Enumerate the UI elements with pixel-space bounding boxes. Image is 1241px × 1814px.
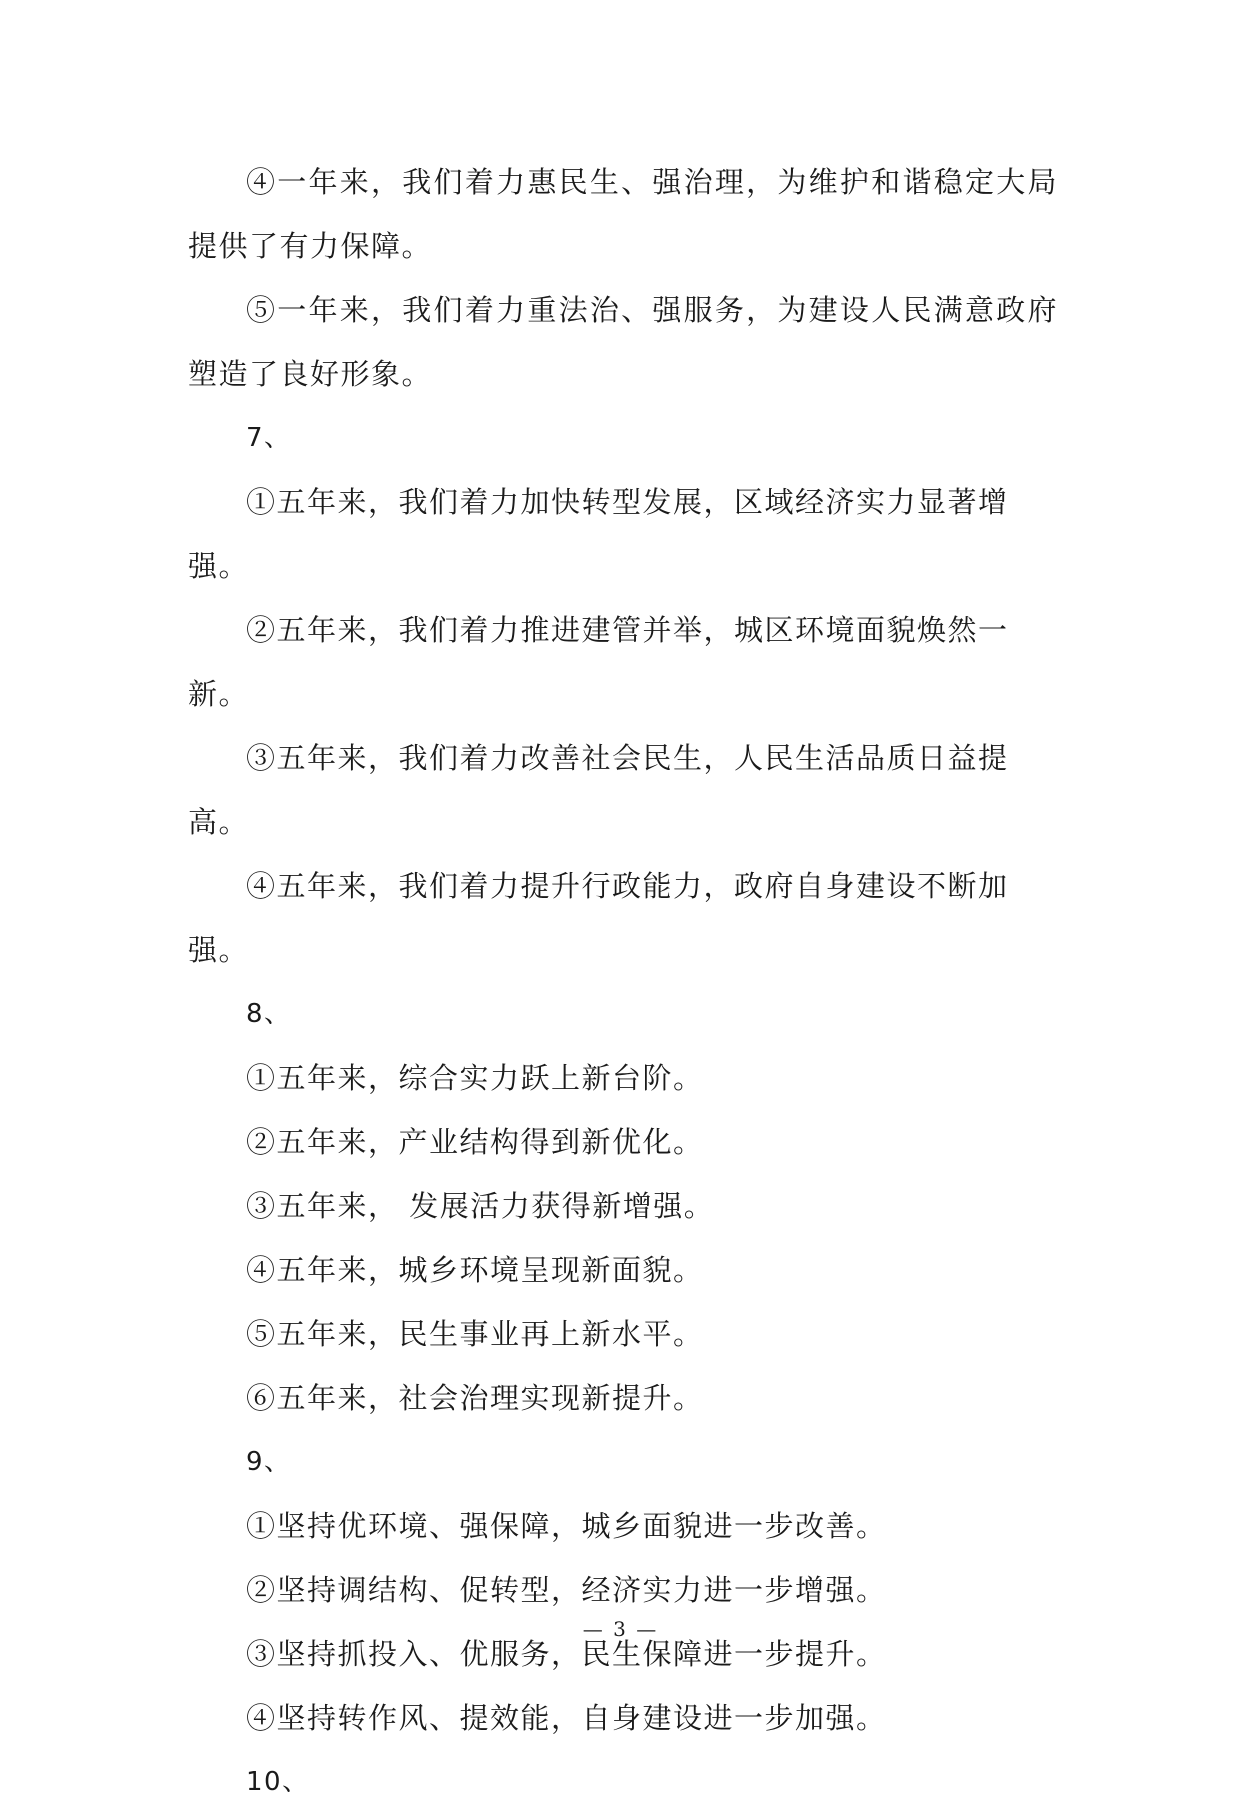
paragraph: ④一年来，我们着力惠民生、强治理，为维护和谐稳定大局提供了有力保障。 [188, 165, 1058, 263]
paragraph: ③五年来， 发展活力获得新增强。 [246, 1189, 715, 1223]
paragraph: ②坚持调结构、促转型，经济实力进一步增强。 [246, 1573, 887, 1607]
section-number: 9、 [246, 1447, 292, 1477]
page-number: — 3 — [582, 1617, 659, 1641]
document-body [188, 150, 1058, 1814]
section-number: 8、 [246, 999, 292, 1029]
paragraph: ②五年来，产业结构得到新优化。 [246, 1125, 704, 1159]
paragraph: ②五年来，我们着力推进建管并举，城区环境面貌焕然一新。 [188, 613, 1009, 711]
paragraph: ④五年来，我们着力提升行政能力，政府自身建设不断加强。 [188, 869, 1009, 967]
paragraph: ⑤一年来，我们着力重法治、强服务，为建设人民满意政府塑造了良好形象。 [188, 293, 1058, 391]
section-number: 10、 [246, 1767, 310, 1797]
paragraph: ①坚持优环境、强保障，城乡面貌进一步改善。 [246, 1509, 887, 1543]
paragraph: ③五年来，我们着力改善社会民生，人民生活品质日益提高。 [188, 741, 1009, 839]
paragraph: ④五年来，城乡环境呈现新面貌。 [246, 1253, 704, 1287]
paragraph: ①五年来，综合实力跃上新台阶。 [246, 1061, 704, 1095]
paragraph: ④坚持转作风、提效能，自身建设进一步加强。 [246, 1701, 887, 1735]
section-number: 7、 [246, 423, 292, 453]
paragraph: ⑤五年来，民生事业再上新水平。 [246, 1317, 704, 1351]
paragraph: ⑥五年来，社会治理实现新提升。 [246, 1381, 704, 1415]
paragraph: ①五年来，我们着力加快转型发展，区域经济实力显著增强。 [188, 485, 1009, 583]
paragraph: ③坚持抓投入、优服务，民生保障进一步提升。 [246, 1637, 887, 1671]
